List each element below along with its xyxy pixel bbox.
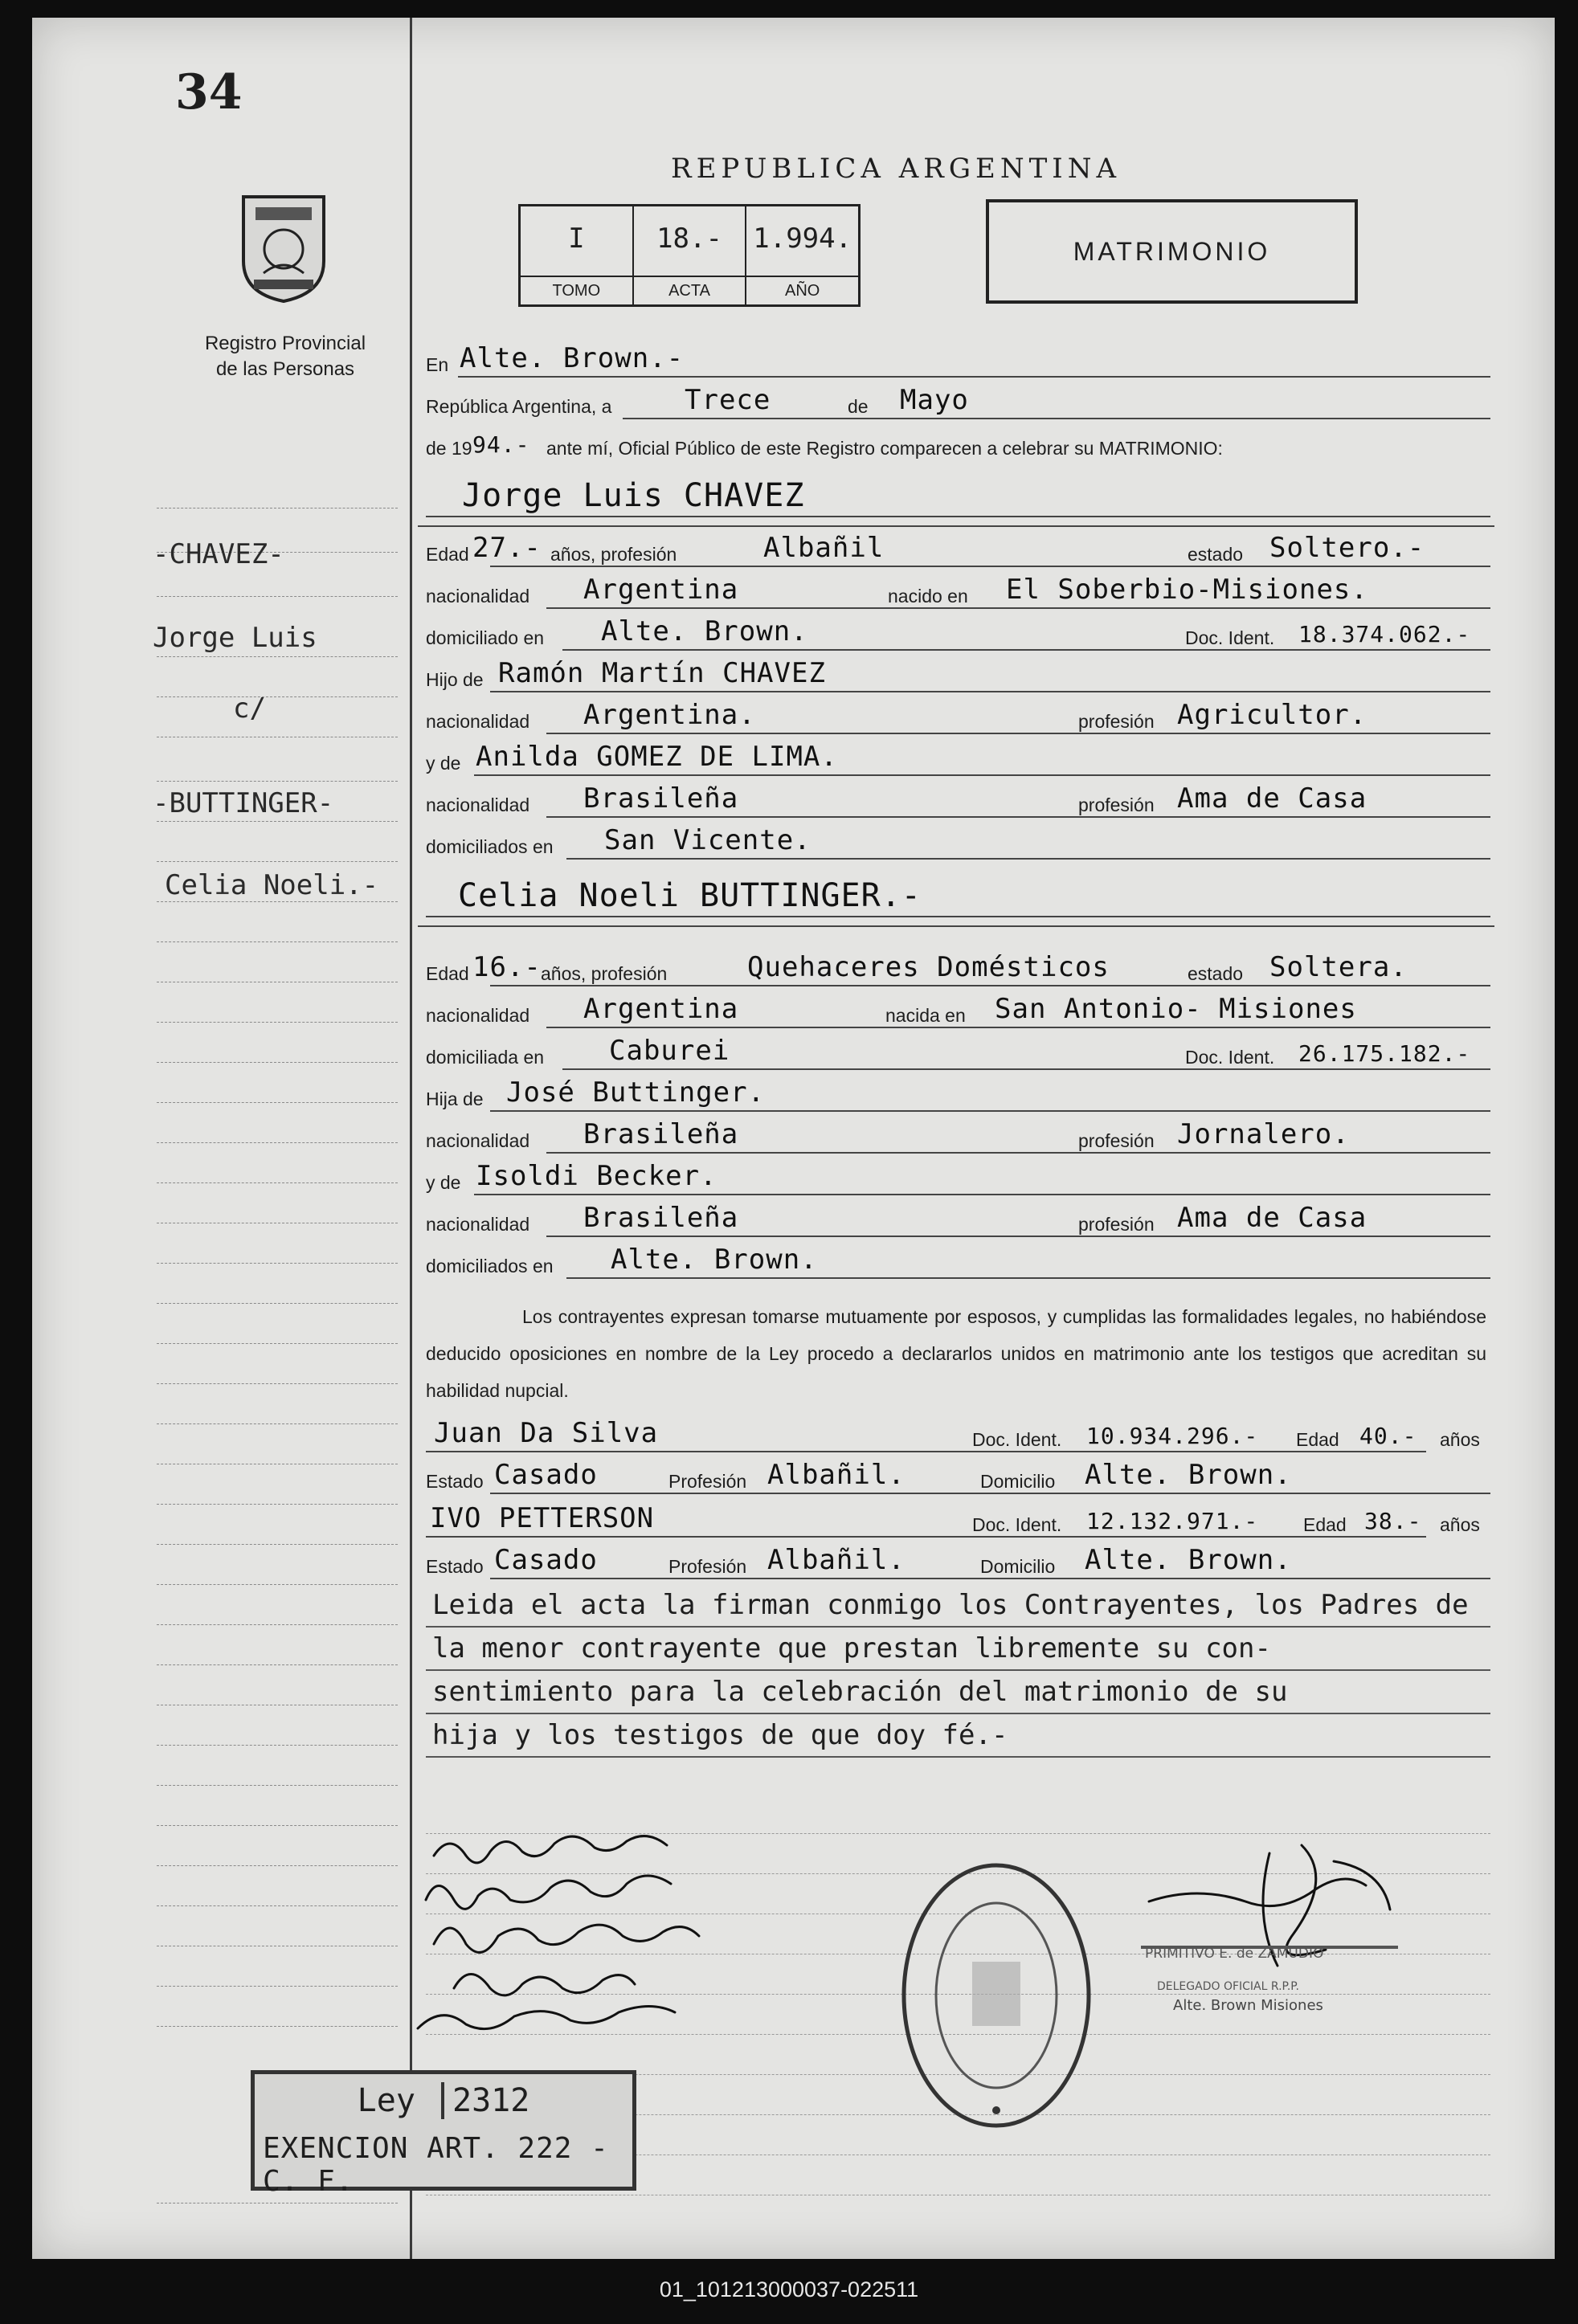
margin-line [157, 1303, 398, 1304]
margin-line [157, 1785, 398, 1786]
margin-line [157, 1383, 398, 1384]
margin-line [157, 1102, 398, 1103]
page-number: 34 [175, 64, 243, 120]
margin-line [157, 1504, 398, 1505]
margin-line [157, 1865, 398, 1866]
bride-nationality-row: nacionalidad Argentina nacida en San Antonio- Misiones [426, 993, 1490, 1033]
bride-father-nat-row: nacionalidad Brasileña profesión Jornalero. [426, 1118, 1490, 1158]
groom-domicile-row: domiciliado en Alte. Brown. Doc. Ident. 18.374.062.- [426, 615, 1490, 656]
margin-note-bride-surname: -BUTTINGER- [153, 787, 334, 819]
margin-line [157, 696, 398, 697]
official-role: DELEGADO OFICIAL R.P.P. [1157, 1980, 1299, 1993]
margin-line [157, 1423, 398, 1424]
closing-note-line: la menor contrayente que prestan libremente su con- [426, 1629, 1490, 1671]
law-exemption-stamp: Ley 2312 EXENCION ART. 222 - C. F. [251, 2070, 636, 2191]
margin-line [157, 2026, 398, 2027]
appearance-row: de 19 94.- ante mí, Oficial Público de este Registro comparecen a celebrar su MATRIMONIO: [426, 431, 1223, 459]
margin-line [157, 1624, 398, 1625]
margin-line [157, 821, 398, 822]
margin-line [157, 1062, 398, 1063]
bride-mother-nat-row: nacionalidad Brasileña profesión Ama de Casa [426, 1202, 1490, 1242]
margin-line [157, 596, 398, 597]
margin-line [157, 941, 398, 942]
groom-mother-row: y de Anilda GOMEZ DE LIMA. [426, 741, 1490, 781]
groom-father-nat-row: nacionalidad Argentina. profesión Agricultor. [426, 699, 1490, 739]
margin-line [157, 901, 398, 902]
margin-line [157, 1263, 398, 1264]
groom-nationality-row: nacionalidad Argentina nacido en El Soberbio-Misiones. [426, 574, 1490, 614]
acta-cell: 18.- ACTA [634, 206, 747, 304]
margin-line [157, 1022, 398, 1023]
margin-line [157, 861, 398, 862]
margin-line [157, 1142, 398, 1143]
section-divider [418, 525, 1494, 527]
margin-line [157, 1544, 398, 1545]
bride-age-row: Edad 16.- años, profesión Quehaceres Domésticos estado Soltera. [426, 951, 1490, 991]
margin-line [157, 1584, 398, 1585]
section-divider [418, 925, 1494, 927]
witness-1-details-row: Estado Casado Profesión Albañil. Domicilio Alte. Brown. [426, 1459, 1490, 1499]
groom-father-row: Hijo de Ramón Martín CHAVEZ [426, 657, 1490, 697]
margin-line [157, 1825, 398, 1826]
bride-parents-domicile-row: domiciliados en Alte. Brown. [426, 1244, 1490, 1284]
footer-id: 01_101213000037-022511 [659, 2277, 919, 2302]
official-signature-stamp [1141, 1837, 1406, 2030]
margin-note-name: Jorge Luis [153, 622, 317, 654]
margin-line [157, 656, 398, 657]
margin-line [157, 781, 398, 782]
bride-mother-row: y de Isoldi Becker. [426, 1160, 1490, 1200]
margin-note-with: c/ [233, 692, 266, 725]
margin-line [157, 2203, 398, 2204]
country-header: REPUBLICA ARGENTINA [671, 153, 1122, 185]
ano-cell: 1.994. AÑO [746, 206, 858, 304]
closing-note-line: sentimiento para la celebración del matrimonio de su [426, 1673, 1490, 1714]
margin-line [157, 1905, 398, 1906]
witness-1-row: Juan Da Silva Doc. Ident. 10.934.296.- Edad 40.- años [426, 1417, 1490, 1457]
official-location: Alte. Brown Misiones [1173, 1997, 1323, 2014]
witness-2-row: IVO PETTERSON Doc. Ident. 12.132.971.- Edad 38.- años [426, 1502, 1490, 1542]
handwritten-signatures [410, 1824, 892, 2040]
place-row: En Alte. Brown.- [426, 342, 1490, 382]
registry-page [32, 18, 1555, 2259]
groom-age-row: Edad 27.- años, profesión Albañil estado Soltero.- [426, 532, 1490, 572]
witness-2-details-row: Estado Casado Profesión Albañil. Domicilio Alte. Brown. [426, 1544, 1490, 1584]
tomo-cell: I TOMO [521, 206, 634, 304]
document-type-box: MATRIMONIO [986, 199, 1358, 304]
registry-name: Registro Provincial de las Personas [204, 333, 366, 380]
groom-mother-nat-row: nacionalidad Brasileña profesión Ama de Casa [426, 782, 1490, 823]
groom-parents-domicile-row: domiciliados en San Vicente. [426, 824, 1490, 864]
margin-note-surname: -CHAVEZ- [153, 538, 284, 570]
registry-seal-icon [896, 1857, 1097, 2134]
margin-line [157, 1745, 398, 1746]
groom-name-row: Jorge Luis CHAVEZ [426, 474, 1490, 522]
bride-father-row: Hija de José Buttinger. [426, 1076, 1490, 1117]
record-reference-table [518, 204, 861, 307]
provincial-emblem-icon [231, 185, 336, 305]
margin-line [157, 1664, 398, 1665]
margin-line [157, 1182, 398, 1183]
date-row: República Argentina, a Trece de Mayo [426, 384, 1490, 424]
margin-note-bride-name: Celia Noeli.- [165, 869, 379, 901]
margin-line [157, 1343, 398, 1344]
closing-note-line: hija y los testigos de que doy fé.- [426, 1716, 1490, 1758]
declaration-paragraph: Los contrayentes expresan tomarse mutuamente por esposos, y cumplidas las formalidades legales, no habiéndose deducido oposiciones en nombre de la Ley procedo a declararlos unidos en matrimonio ante los testigos que acreditan su habilidad nupcial. [426, 1306, 1486, 1401]
margin-line [157, 508, 398, 509]
official-name: PRIMITIVO E. de ZAMUDIO [1145, 1946, 1324, 1962]
bride-domicile-row: domiciliada en Caburei Doc. Ident. 26.175.182.- [426, 1035, 1490, 1075]
closing-note-line: Leida el acta la firman conmigo los Contrayentes, los Padres de [426, 1586, 1490, 1628]
bride-name-row: Celia Noeli BUTTINGER.- [426, 874, 1490, 922]
margin-line [157, 1986, 398, 1987]
